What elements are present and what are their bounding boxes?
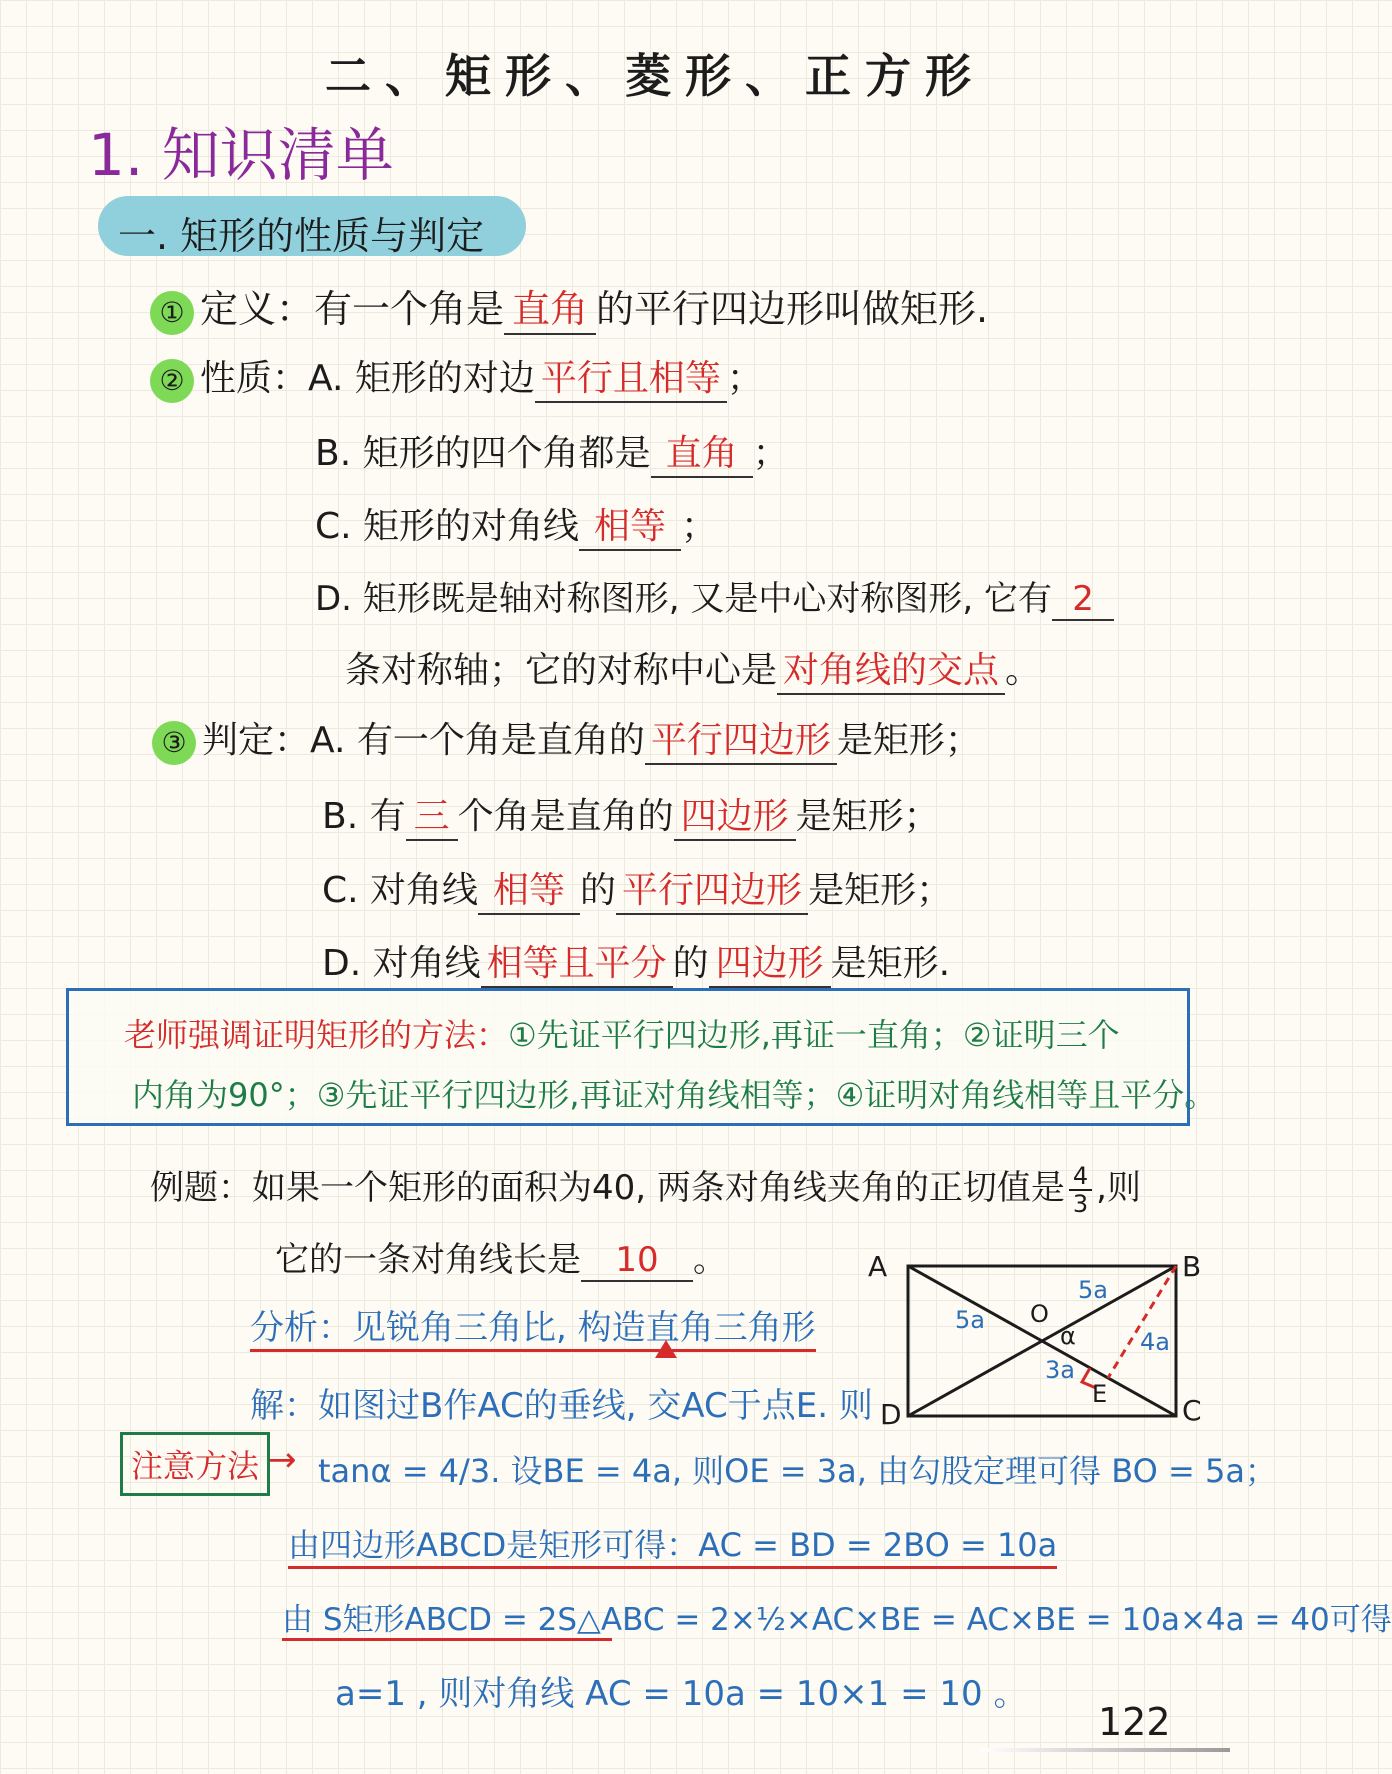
page-heading: 二、矩形、菱形、正方形 bbox=[325, 49, 985, 103]
label-b: B bbox=[1182, 1250, 1202, 1283]
judgement-c-end: 是矩形； bbox=[808, 870, 953, 911]
property-a-blank: 平行且相等 bbox=[535, 350, 727, 403]
judgement-a-end: 是矩形； bbox=[836, 720, 981, 761]
judgement-d-text: D. 对角线 bbox=[322, 943, 481, 984]
example-line2 bbox=[275, 1232, 727, 1282]
perpendicular-be bbox=[1108, 1266, 1176, 1378]
solution-step1: tanα = 4/3. 设BE = 4a, 则OE = 3a, 由勾股定理可得 BO = 5a； bbox=[318, 1452, 1277, 1490]
label-d: D bbox=[880, 1398, 902, 1431]
definition-text: 定义：有一个角是 bbox=[200, 287, 505, 331]
property-d-blank: 2 bbox=[1052, 579, 1114, 621]
judgement-b-blank1: 三 bbox=[406, 788, 458, 841]
example-text-end: ,则 bbox=[1096, 1168, 1141, 1208]
property-d2-blank: 对角线的交点 bbox=[777, 642, 1005, 695]
label-5a-top: 5a bbox=[1078, 1276, 1108, 1304]
label-e: E bbox=[1092, 1380, 1108, 1408]
example-answer-blank: 10 bbox=[581, 1240, 693, 1282]
label-4a: 4a bbox=[1140, 1328, 1170, 1356]
judgement-d-mid: 的 bbox=[672, 943, 709, 984]
solution-step2: 由四边形ABCD是矩形可得：AC = BD = 2BO = 10a bbox=[288, 1520, 1057, 1569]
property-c bbox=[315, 498, 717, 551]
judgement-b-mid: 个角是直角的 bbox=[457, 796, 674, 837]
judgement-d-blank2: 四边形 bbox=[709, 935, 831, 988]
property-d2 bbox=[345, 642, 1041, 695]
triangle-mark bbox=[655, 1340, 677, 1358]
label-a: A bbox=[868, 1250, 888, 1283]
label-c: C bbox=[1182, 1394, 1202, 1427]
example-line2-text: 它的一条对角线长是 bbox=[275, 1240, 581, 1280]
judgement-a bbox=[152, 712, 981, 765]
analysis-line: 分析：见锐角三角比, 构造直角三角形 bbox=[250, 1300, 816, 1352]
property-b-text: B. 矩形的四个角都是 bbox=[315, 433, 651, 474]
property-a-text: A. 矩形的对边 bbox=[308, 358, 535, 399]
property-d2-end: 。 bbox=[1005, 650, 1042, 691]
property-c-text: C. 矩形的对角线 bbox=[315, 506, 580, 547]
definition-line bbox=[150, 278, 988, 335]
teacher-note-text1: ①先证平行四边形,再证一直角；②证明三个 bbox=[508, 1016, 1120, 1054]
definition-number-badge: ① bbox=[150, 291, 194, 335]
judgement-c-text: C. 对角线 bbox=[322, 870, 479, 911]
judgement-number-badge: ③ bbox=[152, 721, 196, 765]
judgement-c-blank1: 相等 bbox=[478, 862, 580, 915]
judgement-a-blank: 平行四边形 bbox=[645, 712, 837, 765]
label-alpha: α bbox=[1060, 1322, 1076, 1350]
fraction-denominator: 3 bbox=[1072, 1189, 1089, 1218]
judgement-a-text: A. 有一个角是直角的 bbox=[310, 720, 645, 761]
section-subtitle-text: 一. 矩形的性质与判定 bbox=[118, 214, 485, 258]
definition-blank: 直角 bbox=[504, 278, 596, 335]
section-title: 1. 知识清单 bbox=[88, 121, 394, 189]
teacher-note-line1 bbox=[124, 1010, 1120, 1056]
solution-line: 解：如图过B作AC的垂线, 交AC于点E. 则 bbox=[250, 1386, 873, 1426]
judgement-c-blank2: 平行四边形 bbox=[616, 862, 808, 915]
arrow-icon: → bbox=[268, 1440, 297, 1480]
judgement-b-end: 是矩形； bbox=[795, 796, 940, 837]
page-number: 122 bbox=[1098, 1700, 1171, 1744]
property-a-end: ； bbox=[726, 358, 763, 399]
judgement-c bbox=[322, 862, 952, 915]
property-b-end: ； bbox=[752, 433, 789, 474]
example-line2-end: 。 bbox=[693, 1240, 727, 1280]
judgement-label: 判定： bbox=[202, 720, 311, 761]
judgement-c-mid: 的 bbox=[580, 870, 617, 911]
property-a bbox=[150, 350, 763, 403]
property-c-blank: 相等 bbox=[579, 498, 681, 551]
example-fraction bbox=[1069, 1163, 1092, 1217]
judgement-d-blank1: 相等且平分 bbox=[481, 935, 673, 988]
solution-step3-underline bbox=[282, 1638, 612, 1641]
label-3a: 3a bbox=[1045, 1356, 1075, 1384]
solution-step3: 由 S矩形ABCD = 2S△ABC = 2×½×AC×BE = AC×BE = 10a×4a = 40可得 bbox=[282, 1602, 1392, 1638]
property-b bbox=[315, 425, 789, 478]
judgement-d bbox=[322, 935, 950, 988]
label-5a-left: 5a bbox=[955, 1306, 985, 1334]
example-line1 bbox=[150, 1160, 1141, 1217]
property-b-blank: 直角 bbox=[651, 425, 753, 478]
property-d-text: D. 矩形既是轴对称图形, 又是中心对称图形, 它有 bbox=[315, 579, 1053, 619]
property-d bbox=[315, 571, 1114, 621]
property-d2-text: 条对称轴；它的对称中心是 bbox=[345, 650, 778, 691]
solution-step4: a=1 , 则对角线 AC = 10a = 10×1 = 10 。 bbox=[335, 1674, 1028, 1714]
example-text: 例题：如果一个矩形的面积为40, 两条对角线夹角的正切值是 bbox=[150, 1168, 1065, 1208]
label-o: O bbox=[1030, 1300, 1049, 1328]
judgement-b-text: B. 有 bbox=[322, 796, 406, 837]
property-c-end: ； bbox=[681, 506, 718, 547]
judgement-b bbox=[322, 788, 940, 841]
judgement-d-end: 是矩形. bbox=[830, 943, 951, 984]
judgement-b-blank2: 四边形 bbox=[674, 788, 796, 841]
property-number-badge: ② bbox=[150, 359, 194, 403]
fraction-numerator: 4 bbox=[1069, 1163, 1092, 1191]
teacher-note-lead: 老师强调证明矩形的方法： bbox=[124, 1016, 509, 1054]
property-label: 性质： bbox=[200, 358, 309, 399]
note-method-box: 注意方法 bbox=[120, 1432, 270, 1496]
teacher-note-line2: 内角为90°；③先证平行四边形,再证对角线相等；④证明对角线相等且平分。 bbox=[132, 1076, 1217, 1114]
definition-text-end: 的平行四边形叫做矩形. bbox=[596, 287, 989, 331]
page-footer-line bbox=[980, 1748, 1230, 1752]
